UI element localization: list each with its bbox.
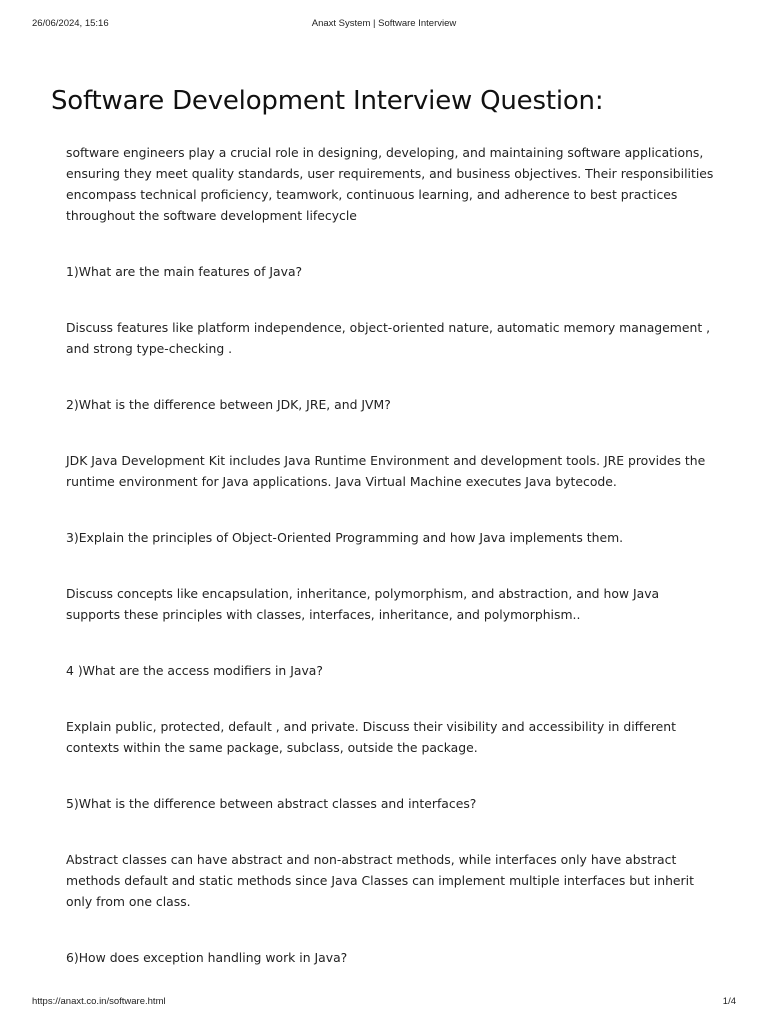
document-body [66, 142, 714, 968]
question-4: 4 )What are the access modifiers in Java? [66, 663, 323, 678]
question-2: 2)What is the difference between JDK, JRE, and JVM? [66, 397, 391, 412]
answer-3: Discuss concepts like encapsulation, inheritance, polymorphism, and abstraction, and how Java supports these principles with classes, interfaces, inheritance, and polymorphism.. [66, 586, 660, 622]
page-title: Software Development Interview Question: [51, 86, 604, 116]
answer-2: JDK Java Development Kit includes Java Runtime Environment and development tools. JRE provides the runtime environment for Java applications. Java Virtual Machine executes Java bytecode. [66, 453, 706, 489]
answer-5: Abstract classes can have abstract and non-abstract methods, while interfaces only have abstract methods default and static methods since Java Classes can implement multiple interfaces but inherit only from one class. [66, 852, 694, 909]
print-footer-url: https://anaxt.co.in/software.html [32, 996, 166, 1007]
answer-4: Explain public, protected, default , and private. Discuss their visibility and accessibility in different contexts within the same package, subclass, outside the package. [66, 719, 676, 755]
question-3: 3)Explain the principles of Object-Oriented Programming and how Java implements them. [66, 530, 624, 545]
print-header-datetime: 26/06/2024, 15:16 [32, 18, 109, 29]
intro-paragraph: software engineers play a crucial role in designing, developing, and maintaining software applications, ensuring they meet quality standards, user requirements, and business objectives. Their responsibilities encompass technical proficiency, teamwork, continuous learning, and adherence to best practices throughout the software development lifecycle [66, 145, 714, 223]
print-footer-page-number: 1/4 [722, 996, 736, 1007]
answer-1: Discuss features like platform independence, object-oriented nature, automatic memory management , and strong type-checking . [66, 320, 711, 356]
question-1: 1)What are the main features of Java? [66, 264, 303, 279]
print-header-title: Anaxt System | Software Interview [311, 18, 457, 29]
question-5: 5)What is the difference between abstract classes and interfaces? [66, 796, 477, 811]
question-6: 6)How does exception handling work in Java? [66, 950, 348, 965]
